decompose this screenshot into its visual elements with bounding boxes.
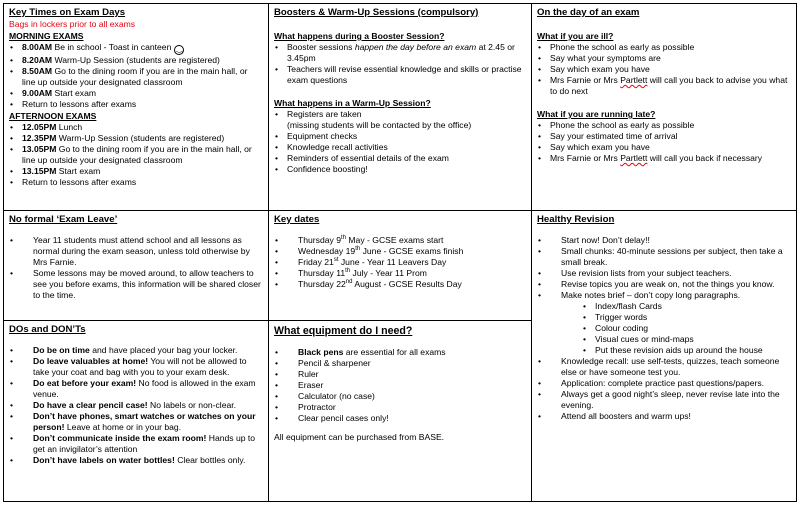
list-item: • Put these revision aids up around the house: [537, 345, 791, 356]
on-the-day-panel: [531, 3, 797, 211]
ill-question: What if you are ill?: [537, 31, 614, 41]
list-item: • Trigger words: [537, 312, 791, 323]
list-item: • Use revision lists from your subject teachers.: [537, 268, 791, 279]
healthy-revision-panel: [531, 210, 797, 502]
list-item: • Start now! Don’t delay!!: [537, 235, 791, 246]
list-item: • Phone the school as early as possible: [537, 120, 791, 131]
list-item: • 12.35PM Warm-Up Session (students are registered): [9, 133, 263, 144]
warmup-list: [274, 109, 526, 175]
list-item: • Do have a clear pencil case! No labels or non-clear.: [9, 400, 263, 411]
boosters-panel: [268, 3, 532, 211]
list-item: • Don’t have phones, smart watches or watches on your person! Leave at home or in your bag.: [9, 411, 263, 433]
list-item: • Make notes brief – don’t copy long paragraphs.: [537, 290, 791, 301]
list-item: • Reminders of essential details of the exam: [274, 153, 526, 164]
equipment-panel: [268, 320, 532, 502]
list-item: • Do eat before your exam! No food is allowed in the exam venue.: [9, 378, 263, 400]
list-item: • Revise topics you are weak on, not the things you know.: [537, 279, 791, 290]
list-item: • Thursday 9th May - GCSE exams start: [274, 235, 526, 246]
late-question: What if you are running late?: [537, 109, 656, 119]
list-item: • Pencil & sharpener: [274, 358, 526, 369]
on-the-day-heading: On the day of an exam: [537, 7, 640, 18]
list-item: • Clear pencil cases only!: [274, 413, 526, 424]
list-item: • Don’t communicate inside the exam room! Hands up to get an invigilator’s attention: [9, 433, 263, 455]
booster-list: [274, 42, 526, 86]
list-item: • Visual cues or mind-maps: [537, 334, 791, 345]
warmup-question: What happens in a Warm-Up Session?: [274, 98, 431, 108]
afternoon-list: [9, 122, 263, 188]
list-item: • 13.15PM Start exam: [9, 166, 263, 177]
list-item: • Protractor: [274, 402, 526, 413]
list-item: • Attend all boosters and warm ups!: [537, 411, 791, 422]
list-item: • Equipment checks: [274, 131, 526, 142]
list-item: • Don’t have labels on water bottles! Clear bottles only.: [9, 455, 263, 466]
list-item: • Phone the school as early as possible: [537, 42, 791, 53]
list-item: • Application: complete practice past questions/papers.: [537, 378, 791, 389]
list-item: • Friday 21st June - Year 11 Leavers Day: [274, 257, 526, 268]
key-times-heading: Key Times on Exam Days: [9, 7, 126, 18]
list-item: • Ruler: [274, 369, 526, 380]
list-item: • Knowledge recall activities: [274, 142, 526, 153]
bags-note: Bags in lockers prior to all exams: [9, 19, 136, 29]
list-item: • Index/flash Cards: [537, 301, 791, 312]
list-item: • Thursday 22nd August - GCSE Results Day: [274, 279, 526, 290]
list-item: • Return to lessons after exams: [9, 99, 263, 110]
list-item: • 8.00AM Be in school - Toast in canteen ‿: [9, 42, 263, 55]
afternoon-exams-heading: AFTERNOON EXAMS: [9, 111, 97, 121]
dos-and-donts-panel: [3, 320, 269, 502]
key-times-panel: [3, 3, 269, 211]
list-item: • Mrs Farnie or Mrs Partlett will call you back to advise you what to do next: [537, 75, 791, 97]
list-item: • Say which exam you have: [537, 142, 791, 153]
list-item: • Knowledge recall: use self-tests, quizzes, teach someone else or have someone test you.: [537, 356, 791, 378]
list-item: • Do be on time and have placed your bag your locker.: [9, 345, 263, 356]
dos-list: [9, 345, 263, 466]
booster-question: What happens during a Booster Session?: [274, 31, 445, 41]
list-item: • Year 11 students must attend school and all lessons as normal during the exam season, unless told otherwise by Mrs Farnie.: [9, 235, 263, 268]
no-exam-leave-panel: [3, 210, 269, 321]
smiley-face-icon: ‿: [174, 45, 184, 55]
list-item: • Say what your symptoms are: [537, 53, 791, 64]
list-item: • Registers are taken (missing students will be contacted by the office): [274, 109, 526, 131]
healthy-revision-list: [537, 235, 791, 422]
morning-exams-heading: MORNING EXAMS: [9, 31, 84, 41]
list-item: • Eraser: [274, 380, 526, 391]
list-item: • Always get a good night’s sleep, never revise late into the evening.: [537, 389, 791, 411]
list-item: • Wednesday 19th June - GCSE exams finish: [274, 246, 526, 257]
list-item: • 8.20AM Warm-Up Session (students are registered): [9, 55, 263, 66]
list-item: • Do leave valuables at home! You will not be allowed to take your coat and bag with you to your exam desk.: [9, 356, 263, 378]
healthy-revision-heading: Healthy Revision: [537, 214, 615, 225]
late-list: [537, 120, 791, 164]
list-item: • Return to lessons after exams: [9, 177, 263, 188]
list-item: • Thursday 11th July - Year 11 Prom: [274, 268, 526, 279]
list-item: • Mrs Farnie or Mrs Partlett will call you back if necessary: [537, 153, 791, 164]
list-item: • Calculator (no case): [274, 391, 526, 402]
key-dates-heading: Key dates: [274, 214, 320, 225]
no-exam-leave-heading: No formal ‘Exam Leave’: [9, 214, 118, 225]
ill-list: [537, 42, 791, 97]
morning-list: [9, 42, 263, 110]
list-item: • Teachers will revise essential knowledge and skills or practise exam questions: [274, 64, 526, 86]
list-item: • 8.50AM Go to the dining room if you are in the main hall, or line up outside your designated classroom: [9, 66, 263, 88]
list-item: • Say which exam you have: [537, 64, 791, 75]
equipment-footer: All equipment can be purchased from BASE.: [274, 432, 445, 442]
key-dates-list: [274, 235, 526, 290]
list-item: • Say your estimated time of arrival: [537, 131, 791, 142]
list-item: • Some lessons may be moved around, to allow teachers to see you before exams, this information will be shared closer to the time.: [9, 268, 263, 301]
no-exam-leave-list: [9, 235, 263, 301]
list-item: • Colour coding: [537, 323, 791, 334]
key-dates-panel: [268, 210, 532, 321]
equipment-list: [274, 347, 526, 424]
list-item: • Small chunks: 40-minute sessions per subject, then take a small break.: [537, 246, 791, 268]
list-item: • 12.05PM Lunch: [9, 122, 263, 133]
equipment-heading: What equipment do I need?: [274, 325, 413, 337]
boosters-heading: Boosters & Warm-Up Sessions (compulsory): [274, 7, 479, 18]
list-item: • Booster sessions happen the day before an exam at 2.45 or 3.45pm: [274, 42, 526, 64]
dos-and-donts-heading: DOs and DON’Ts: [9, 324, 86, 335]
list-item: • Black pens are essential for all exams: [274, 347, 526, 358]
list-item: • Confidence boosting!: [274, 164, 526, 175]
list-item: • 13.05PM Go to the dining room if you are in the main hall, or line up outside your designated classroom: [9, 144, 263, 166]
list-item: • 9.00AM Start exam: [9, 88, 263, 99]
